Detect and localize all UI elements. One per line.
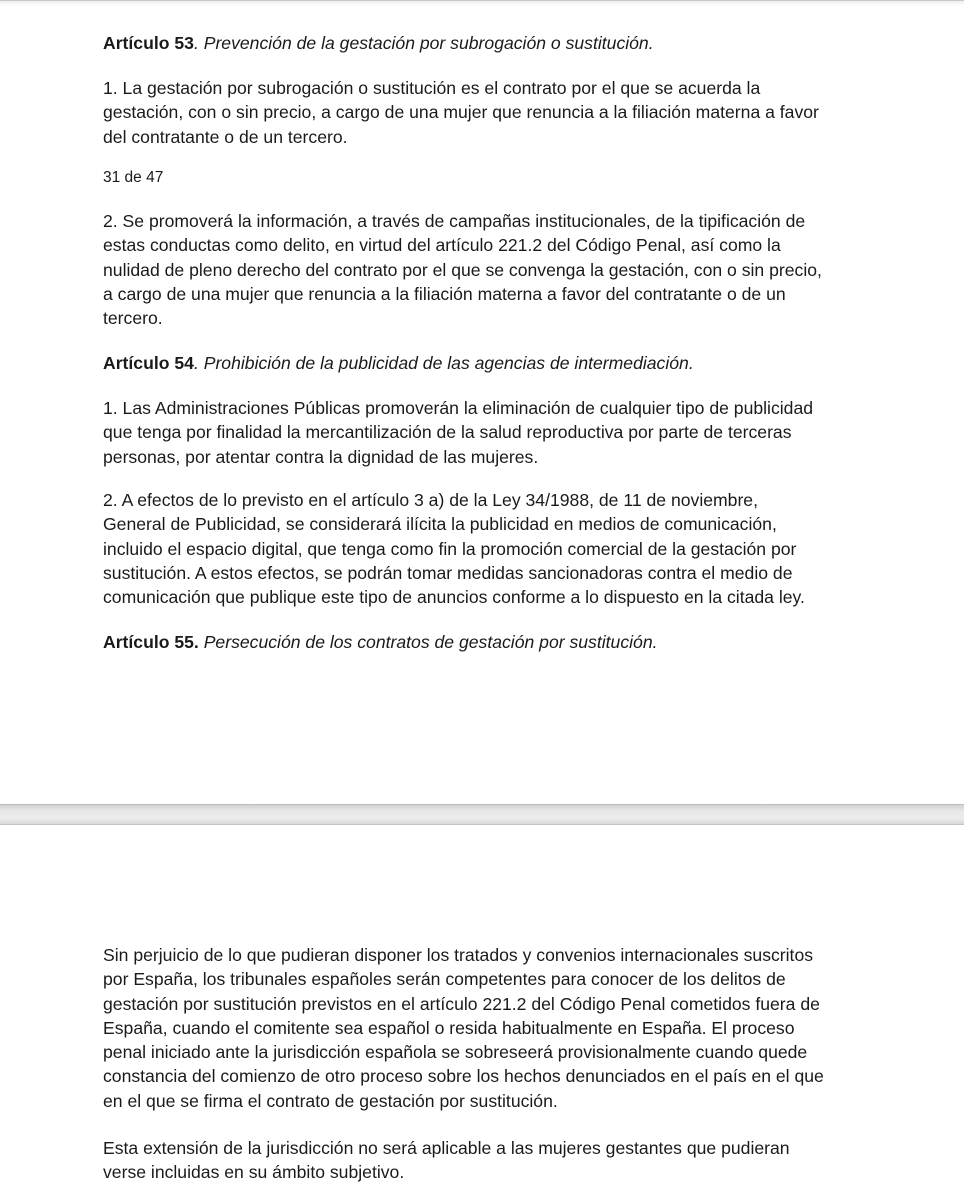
article-55-paragraph-1 <box>103 943 873 1113</box>
text-line: España, cuando el comitente sea español o resida habitualmente en España. El proceso <box>103 1017 795 1038</box>
text-line: por España, los tribunales españoles serán competentes para conocer de los delitos de <box>103 969 786 990</box>
article-53-number: Artículo 53 <box>103 33 194 53</box>
text-line: comunicación que publique este tipo de anuncios conforme a lo dispuesto en la citada ley. <box>103 587 805 608</box>
text-line: que tenga por finalidad la mercantilización de la salud reproductiva por parte de terceras <box>103 422 792 443</box>
text-line: gestación por sustitución previstos en el artículo 221.2 del Código Penal cometidos fuera de <box>103 993 820 1014</box>
text-line: 2. A efectos de lo previsto en el artículo 3 a) de la Ley 34/1988, de 11 de noviembre, <box>103 490 758 510</box>
text-line: constancia del comienzo de otro proceso sobre los hechos denunciados en el país en el que <box>103 1066 824 1087</box>
text-line: tercero. <box>103 308 163 329</box>
article-55-paragraph-2 <box>103 1136 873 1185</box>
article-54-number: Artículo 54 <box>103 353 194 373</box>
article-54-title: . Prohibición de la publicidad de las agencias de intermediación. <box>193 353 694 373</box>
text-line: gestación, con o sin precio, a cargo de una mujer que renuncia a la filiación materna a favor <box>103 102 819 123</box>
article-53-paragraph-1 <box>103 76 873 149</box>
article-54-paragraph-1 <box>103 396 873 469</box>
text-line: 1. Las Administraciones Públicas promoverán la eliminación de cualquier tipo de publicidad <box>103 398 814 418</box>
text-line: sustitución. A estos efectos, se podrán tomar medidas sancionadoras contra el medio de <box>103 562 793 583</box>
page-separator <box>0 804 964 825</box>
text-line: nulidad de pleno derecho del contrato por el que se convenga la gestación, con o sin precio, <box>103 259 822 280</box>
text-line: a cargo de una mujer que renuncia a la filiación materna a favor del contratante o de un <box>103 283 786 304</box>
text-line: Sin perjuicio de lo que pudieran disponer los tratados y convenios internacionales suscritos <box>103 945 814 965</box>
article-54-heading <box>103 351 873 375</box>
text-line: verse incluidas en su ámbito subjetivo. <box>103 1162 405 1183</box>
text-line: 1. La gestación por subrogación o sustitución es el contrato por el que se acuerda la <box>103 78 761 98</box>
page-number: 31 de 47 <box>103 169 164 186</box>
text-line: General de Publicidad, se considerará ilícita la publicidad en medios de comunicación, <box>103 514 777 535</box>
text-line: en el que se firma el contrato de gestación por sustitución. <box>103 1090 558 1111</box>
text-line: incluido el espacio digital, que tenga como fin la promoción comercial de la gestación por <box>103 538 797 559</box>
article-53-title: . Prevención de la gestación por subrogación o sustitución. <box>193 33 654 53</box>
article-55-number: Artículo 55. <box>103 632 199 652</box>
text-line: penal iniciado ante la jurisdicción española se sobreseerá provisionalmente cuando quede <box>103 1042 808 1063</box>
text-line: Esta extensión de la jurisdicción no será aplicable a las mujeres gestantes que pudieran <box>103 1138 790 1158</box>
article-55-title: Persecución de los contratos de gestación por sustitución. <box>198 632 658 652</box>
article-55-heading <box>103 630 873 654</box>
text-line: estas conductas como delito, en virtud del artículo 221.2 del Código Penal, así como la <box>103 235 781 256</box>
article-53-heading <box>103 31 873 55</box>
text-line: 2. Se promoverá la información, a través de campañas institucionales, de la tipificación de <box>103 211 806 231</box>
text-line: personas, por atentar contra la dignidad de las mujeres. <box>103 446 539 467</box>
text-line: del contratante o de un tercero. <box>103 126 348 147</box>
article-53-paragraph-2 <box>103 209 873 330</box>
article-54-paragraph-2 <box>103 488 873 609</box>
